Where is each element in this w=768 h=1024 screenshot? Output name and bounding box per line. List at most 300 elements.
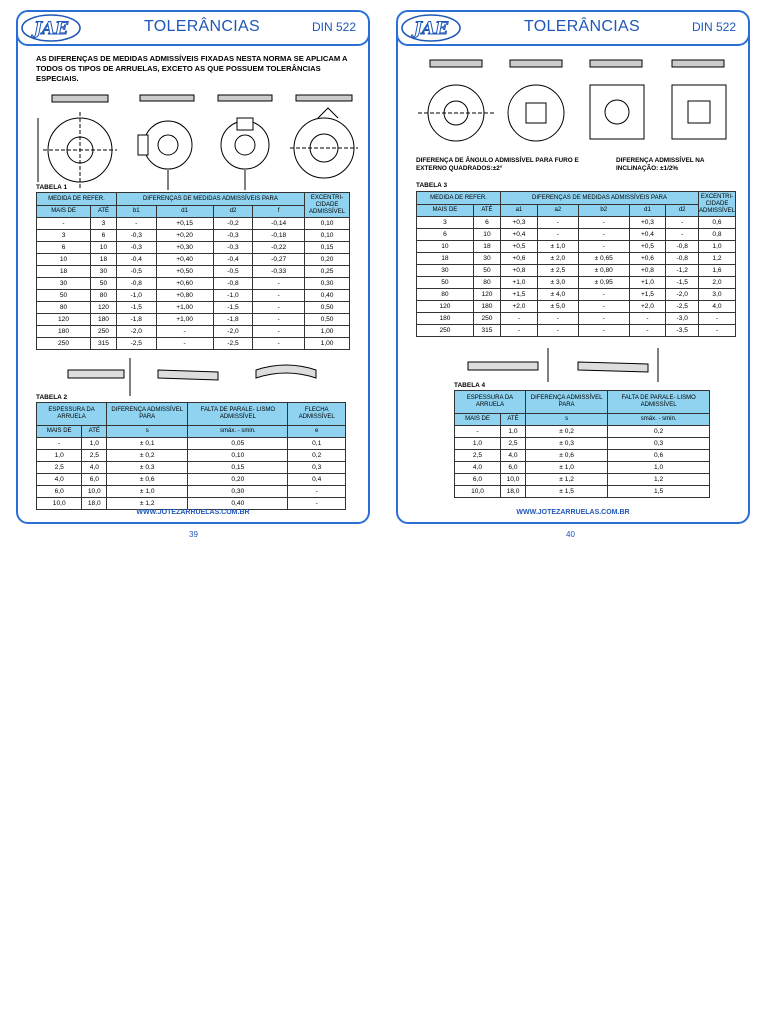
- din-label: DIN 522: [311, 20, 356, 34]
- table-cell: 180: [417, 313, 474, 325]
- table-cell: 2,5: [37, 462, 82, 474]
- table-row: [37, 278, 350, 290]
- table-cell: -: [537, 313, 578, 325]
- table-cell: 50: [417, 277, 474, 289]
- table-row: [37, 230, 350, 242]
- table-cell: 120: [91, 302, 117, 314]
- table-row: [37, 290, 350, 302]
- table-cell: -: [288, 486, 346, 498]
- table-cell: 0,3: [608, 438, 710, 450]
- tabela4-caption: TABELA 4: [454, 382, 486, 389]
- table-cell: 180: [91, 314, 117, 326]
- table-cell: ± 1,2: [525, 474, 607, 486]
- table-cell: 1,00: [305, 326, 350, 338]
- table-cell: -0,4: [116, 254, 156, 266]
- table-cell: 10,0: [501, 474, 526, 486]
- table-cell: -: [253, 278, 305, 290]
- table-cell: 250: [37, 338, 91, 350]
- table-cell: 120: [473, 289, 500, 301]
- table-cell: 1,00: [305, 338, 350, 350]
- table-cell: -2,5: [116, 338, 156, 350]
- table-cell: -1,5: [213, 302, 253, 314]
- table-cell: -1,8: [213, 314, 253, 326]
- table-cell: -: [501, 313, 538, 325]
- header-ate: ATÉ: [91, 206, 117, 218]
- table-cell: -1,5: [116, 302, 156, 314]
- table-cell: -2,5: [213, 338, 253, 350]
- table-row: [417, 229, 736, 241]
- table-cell: +0,3: [629, 217, 666, 229]
- table-cell: -0,33: [253, 266, 305, 278]
- table-cell: 0,6: [608, 450, 710, 462]
- table-cell: ± 0,1: [107, 438, 188, 450]
- table-cell: +0,30: [156, 242, 213, 254]
- table-cell: ± 1,0: [537, 241, 578, 253]
- table-cell: -: [666, 217, 699, 229]
- table-cell: +0,40: [156, 254, 213, 266]
- table-cell: -0,22: [253, 242, 305, 254]
- table-cell: 0,40: [305, 290, 350, 302]
- table-row: [417, 241, 736, 253]
- table-cell: 80: [91, 290, 117, 302]
- table-cell: -: [578, 313, 629, 325]
- page-header: [396, 10, 750, 46]
- table-row: [37, 450, 346, 462]
- tabela1-caption: TABELA 1: [36, 184, 68, 191]
- header-e: e: [288, 426, 346, 438]
- table-row: [37, 474, 346, 486]
- table-cell: 0,40: [188, 498, 288, 510]
- table-cell: -: [666, 229, 699, 241]
- table-cell: ± 0,3: [525, 438, 607, 450]
- page-number: 40: [566, 530, 575, 539]
- table-cell: -: [537, 229, 578, 241]
- header-b2: b2: [578, 205, 629, 217]
- table-cell: ± 0,2: [107, 450, 188, 462]
- table-cell: 2,5: [82, 450, 107, 462]
- table-cell: 2,0: [698, 277, 735, 289]
- table-cell: -1,5: [666, 277, 699, 289]
- washer-drawings: [28, 90, 362, 194]
- table-cell: -0,14: [253, 218, 305, 230]
- website-link[interactable]: WWW.JOTEZARRUELAS.COM.BR: [136, 509, 250, 516]
- table-cell: 18: [417, 253, 474, 265]
- table-cell: -: [455, 426, 501, 438]
- header-a2: a2: [537, 205, 578, 217]
- table-cell: 1,0: [608, 462, 710, 474]
- table-cell: -: [37, 438, 82, 450]
- table-row: [455, 426, 710, 438]
- table-cell: 3,0: [698, 289, 735, 301]
- table-cell: +0,4: [501, 229, 538, 241]
- table-cell: ± 0,6: [107, 474, 188, 486]
- table-cell: 6: [37, 242, 91, 254]
- table-cell: -: [156, 326, 213, 338]
- header-mais-de: MAIS DE: [37, 206, 91, 218]
- table-row: [37, 302, 350, 314]
- table-cell: -: [253, 290, 305, 302]
- header-diferencas: DIFERENÇAS DE MEDIDAS ADMISSÍVEIS PARA: [116, 193, 304, 206]
- table-cell: 6: [91, 230, 117, 242]
- table-cell: -: [578, 229, 629, 241]
- profile-drawings: [458, 348, 728, 388]
- table-cell: 6,0: [455, 474, 501, 486]
- table-cell: ± 0,3: [107, 462, 188, 474]
- table-cell: ± 0,95: [578, 277, 629, 289]
- table-row: [417, 265, 736, 277]
- table-cell: 3: [91, 218, 117, 230]
- table-cell: 1,5: [608, 486, 710, 498]
- header-excentricidade: EXCENTRI- CIDADE ADMISSÍVEL: [305, 193, 350, 218]
- table-cell: +0,60: [156, 278, 213, 290]
- table-cell: +0,8: [629, 265, 666, 277]
- table-cell: 80: [417, 289, 474, 301]
- table-cell: 0,10: [305, 230, 350, 242]
- table-cell: -2,0: [666, 289, 699, 301]
- tabela-2-body: [37, 438, 346, 510]
- table-cell: ± 0,80: [578, 265, 629, 277]
- table-cell: -: [578, 325, 629, 337]
- table-row: [417, 313, 736, 325]
- tabela-4-body: [455, 426, 710, 498]
- table-cell: ± 1,2: [107, 498, 188, 510]
- table-cell: 4,0: [82, 462, 107, 474]
- jae-logo-icon: [400, 13, 462, 43]
- header-falta: FALTA DE PARALE- LISMO ADMISSÍVEL: [608, 391, 710, 414]
- table-cell: 0,30: [305, 278, 350, 290]
- table-cell: 2,5: [501, 438, 526, 450]
- table-cell: +0,4: [629, 229, 666, 241]
- table-cell: 10,0: [455, 486, 501, 498]
- tabela3-caption: TABELA 3: [416, 182, 448, 189]
- table-cell: +0,3: [501, 217, 538, 229]
- table-cell: -: [253, 302, 305, 314]
- table-cell: -3,5: [666, 325, 699, 337]
- table-row: [37, 242, 350, 254]
- table-cell: ± 3,0: [537, 277, 578, 289]
- table-cell: +0,6: [629, 253, 666, 265]
- table-cell: -2,0: [213, 326, 253, 338]
- table-row: [37, 338, 350, 350]
- table-cell: 120: [37, 314, 91, 326]
- table-cell: 1,6: [698, 265, 735, 277]
- table-row: [37, 254, 350, 266]
- table-cell: 1,0: [82, 438, 107, 450]
- table-cell: +1,00: [156, 302, 213, 314]
- intro-text: AS DIFERENÇAS DE MEDIDAS ADMISSÍVEIS FIXADAS NESTA NORMA SE APLICAM A TODOS OS TIPOS DE ARRUELAS, EXCETO AS QUE POSSUEM TOLERÂNCIAS ESPECIAIS.: [36, 54, 348, 83]
- table-cell: -: [253, 338, 305, 350]
- table-cell: 0,15: [305, 242, 350, 254]
- table-cell: 315: [473, 325, 500, 337]
- table-cell: 10: [417, 241, 474, 253]
- table-cell: ± 2,5: [537, 265, 578, 277]
- table-cell: 1,0: [455, 438, 501, 450]
- header-flecha: FLECHA ADMISSÍVEL: [288, 403, 346, 426]
- table-cell: -: [288, 498, 346, 510]
- table-cell: ± 0,65: [578, 253, 629, 265]
- table-cell: 18: [91, 254, 117, 266]
- table-cell: 0,20: [188, 474, 288, 486]
- table-cell: -: [116, 218, 156, 230]
- header-diferenca: DIFERENÇA ADMISSÍVEL PARA: [525, 391, 607, 414]
- table-row: [417, 217, 736, 229]
- table-cell: -0,8: [116, 278, 156, 290]
- table-cell: 0,2: [608, 426, 710, 438]
- table-cell: 0,15: [188, 462, 288, 474]
- table-cell: -1,0: [213, 290, 253, 302]
- table-row: [37, 462, 346, 474]
- table-cell: -: [578, 289, 629, 301]
- table-cell: 10: [473, 229, 500, 241]
- header-ate: ATÉ: [82, 426, 107, 438]
- table-cell: 0,3: [288, 462, 346, 474]
- table-row: [417, 301, 736, 313]
- tabela2-caption: TABELA 2: [36, 394, 68, 401]
- table-row: [37, 486, 346, 498]
- table-cell: -0,27: [253, 254, 305, 266]
- tabela-4: [454, 390, 710, 498]
- table-row: [417, 253, 736, 265]
- header-mais-de: MAIS DE: [37, 426, 82, 438]
- table-cell: -: [578, 217, 629, 229]
- header-s: s: [525, 414, 607, 426]
- table-row: [37, 266, 350, 278]
- header-d2: d2: [666, 205, 699, 217]
- table-row: [455, 486, 710, 498]
- table-cell: 1,2: [608, 474, 710, 486]
- table-cell: -: [253, 314, 305, 326]
- table-row: [37, 314, 350, 326]
- table-cell: 2,5: [455, 450, 501, 462]
- tabela-2: [36, 402, 346, 510]
- table-cell: 30: [417, 265, 474, 277]
- table-cell: -0,8: [666, 253, 699, 265]
- table-row: [417, 277, 736, 289]
- table-cell: -1,2: [666, 265, 699, 277]
- table-cell: 0,25: [305, 266, 350, 278]
- page-title: TOLERÂNCIAS: [524, 18, 640, 35]
- table-row: [37, 498, 346, 510]
- table-cell: -: [629, 313, 666, 325]
- table-cell: 50: [91, 278, 117, 290]
- table-cell: 0,30: [188, 486, 288, 498]
- header-d1: d1: [629, 205, 666, 217]
- table-row: [455, 462, 710, 474]
- table-cell: +0,15: [156, 218, 213, 230]
- header-ate: ATÉ: [473, 205, 500, 217]
- table-cell: ± 1,0: [107, 486, 188, 498]
- table-cell: 18: [37, 266, 91, 278]
- header-s: s: [107, 426, 188, 438]
- din-label: DIN 522: [691, 20, 736, 34]
- page-number: 39: [189, 530, 198, 539]
- header-a1: a1: [501, 205, 538, 217]
- table-cell: 4,0: [501, 450, 526, 462]
- table-cell: +2,0: [501, 301, 538, 313]
- table-cell: 18,0: [501, 486, 526, 498]
- header-diferencas: DIFERENÇAS DE MEDIDAS ADMISSÍVEIS PARA: [501, 192, 699, 205]
- table-cell: 6: [417, 229, 474, 241]
- table-cell: 6,0: [37, 486, 82, 498]
- table-cell: 250: [91, 326, 117, 338]
- header-d1: d1: [156, 206, 213, 218]
- table-cell: -: [629, 325, 666, 337]
- header-diferenca: DIFERENÇA ADMISSÍVEL PARA: [107, 403, 188, 426]
- table-cell: -3,0: [666, 313, 699, 325]
- table-cell: 0,10: [188, 450, 288, 462]
- table-cell: 0,4: [288, 474, 346, 486]
- table-cell: +1,0: [501, 277, 538, 289]
- header-ate: ATÉ: [501, 414, 526, 426]
- tabela-1: [36, 192, 350, 350]
- table-cell: 0,6: [698, 217, 735, 229]
- table-cell: 180: [473, 301, 500, 313]
- table-cell: 10: [37, 254, 91, 266]
- table-cell: -: [698, 313, 735, 325]
- note-inclination: DIFERENÇA ADMISSÍVEL NA INCLINAÇÃO: ±1/2%: [616, 157, 705, 172]
- page-40: [396, 10, 750, 524]
- table-cell: ± 1,5: [525, 486, 607, 498]
- table-cell: -1,0: [116, 290, 156, 302]
- header-b1: b1: [116, 206, 156, 218]
- table-cell: 3: [417, 217, 474, 229]
- table-row: [455, 450, 710, 462]
- table-cell: 0,2: [288, 450, 346, 462]
- table-cell: 4,0: [698, 301, 735, 313]
- table-cell: 50: [473, 265, 500, 277]
- table-cell: -2,0: [116, 326, 156, 338]
- table-cell: -: [156, 338, 213, 350]
- table-cell: ± 0,2: [525, 426, 607, 438]
- table-row: [417, 325, 736, 337]
- table-cell: 1,0: [37, 450, 82, 462]
- table-cell: -0,5: [116, 266, 156, 278]
- table-cell: 30: [91, 266, 117, 278]
- table-cell: 30: [37, 278, 91, 290]
- table-cell: 6: [473, 217, 500, 229]
- table-cell: -0,3: [213, 230, 253, 242]
- table-cell: ± 1,0: [525, 462, 607, 474]
- website-link[interactable]: WWW.JOTEZARRUELAS.COM.BR: [516, 509, 630, 516]
- table-cell: 0,8: [698, 229, 735, 241]
- tabela-3-body: [417, 217, 736, 337]
- tabela-1-body: [37, 218, 350, 350]
- table-cell: 10: [91, 242, 117, 254]
- table-cell: -0,2: [213, 218, 253, 230]
- table-cell: 1,2: [698, 253, 735, 265]
- table-cell: 10,0: [82, 486, 107, 498]
- profile-drawings: [58, 356, 348, 402]
- table-row: [455, 438, 710, 450]
- page-header: [16, 10, 370, 46]
- table-cell: -0,3: [116, 230, 156, 242]
- table-cell: 0,05: [188, 438, 288, 450]
- table-cell: +0,5: [629, 241, 666, 253]
- table-cell: -: [37, 218, 91, 230]
- table-cell: +1,5: [629, 289, 666, 301]
- table-cell: -: [253, 326, 305, 338]
- table-cell: +1,00: [156, 314, 213, 326]
- svg-text:JAE: JAE: [413, 19, 449, 39]
- table-cell: -0,4: [213, 254, 253, 266]
- table-cell: -: [698, 325, 735, 337]
- table-cell: -: [537, 325, 578, 337]
- square-washer-drawings: [408, 58, 742, 158]
- table-cell: 250: [473, 313, 500, 325]
- header-espessura: ESPESSURA DA ARRUELA: [455, 391, 526, 414]
- table-cell: 0,1: [288, 438, 346, 450]
- table-row: [417, 289, 736, 301]
- table-cell: 6,0: [82, 474, 107, 486]
- header-mais-de: MAIS DE: [417, 205, 474, 217]
- table-cell: -0,5: [213, 266, 253, 278]
- table-cell: 1,0: [501, 426, 526, 438]
- table-cell: 250: [417, 325, 474, 337]
- table-cell: -: [537, 217, 578, 229]
- header-f: f: [253, 206, 305, 218]
- header-smax-smin: smáx. - smin.: [608, 414, 710, 426]
- header-medida: MEDIDA DE REFER.: [417, 192, 501, 205]
- table-cell: 4,0: [37, 474, 82, 486]
- table-cell: 18: [473, 241, 500, 253]
- table-cell: 1,0: [698, 241, 735, 253]
- header-smax-smin: smáx. - smin.: [188, 426, 288, 438]
- table-cell: +0,20: [156, 230, 213, 242]
- table-cell: +0,80: [156, 290, 213, 302]
- table-cell: ± 0,6: [525, 450, 607, 462]
- table-row: [37, 326, 350, 338]
- table-cell: +0,8: [501, 265, 538, 277]
- table-cell: +0,50: [156, 266, 213, 278]
- jae-logo-icon: [20, 13, 82, 43]
- table-cell: 180: [37, 326, 91, 338]
- table-cell: 0,50: [305, 302, 350, 314]
- header-d2: d2: [213, 206, 253, 218]
- table-cell: -0,3: [116, 242, 156, 254]
- table-cell: 0,50: [305, 314, 350, 326]
- table-cell: ± 5,0: [537, 301, 578, 313]
- header-falta: FALTA DE PARALE- LISMO ADMISSÍVEL: [188, 403, 288, 426]
- table-cell: 4,0: [455, 462, 501, 474]
- table-cell: +2,0: [629, 301, 666, 313]
- table-cell: -: [501, 325, 538, 337]
- table-cell: -0,3: [213, 242, 253, 254]
- table-cell: +0,5: [501, 241, 538, 253]
- table-cell: -2,5: [666, 301, 699, 313]
- table-cell: 120: [417, 301, 474, 313]
- table-cell: 6,0: [501, 462, 526, 474]
- page-39: [16, 10, 370, 524]
- header-mais-de: MAIS DE: [455, 414, 501, 426]
- table-cell: 80: [37, 302, 91, 314]
- tabela-3: [416, 191, 736, 337]
- table-cell: -0,8: [213, 278, 253, 290]
- table-cell: 80: [473, 277, 500, 289]
- table-cell: -: [578, 241, 629, 253]
- header-excentricidade: EXCENTRI- CIDADE ADMISSÍVEL: [698, 192, 735, 217]
- table-cell: 10,0: [37, 498, 82, 510]
- table-cell: +0,6: [501, 253, 538, 265]
- table-cell: +1,5: [501, 289, 538, 301]
- table-cell: -1,8: [116, 314, 156, 326]
- table-cell: -0,8: [666, 241, 699, 253]
- header-medida: MEDIDA DE REFER.: [37, 193, 117, 206]
- table-cell: ± 4,0: [537, 289, 578, 301]
- table-row: [37, 218, 350, 230]
- note-angle: DIFERENÇA DE ÂNGULO ADMISSÍVEL PARA FURO E EXTERNO QUADRADOS:±2°: [416, 157, 579, 172]
- table-row: [37, 438, 346, 450]
- table-cell: 0,20: [305, 254, 350, 266]
